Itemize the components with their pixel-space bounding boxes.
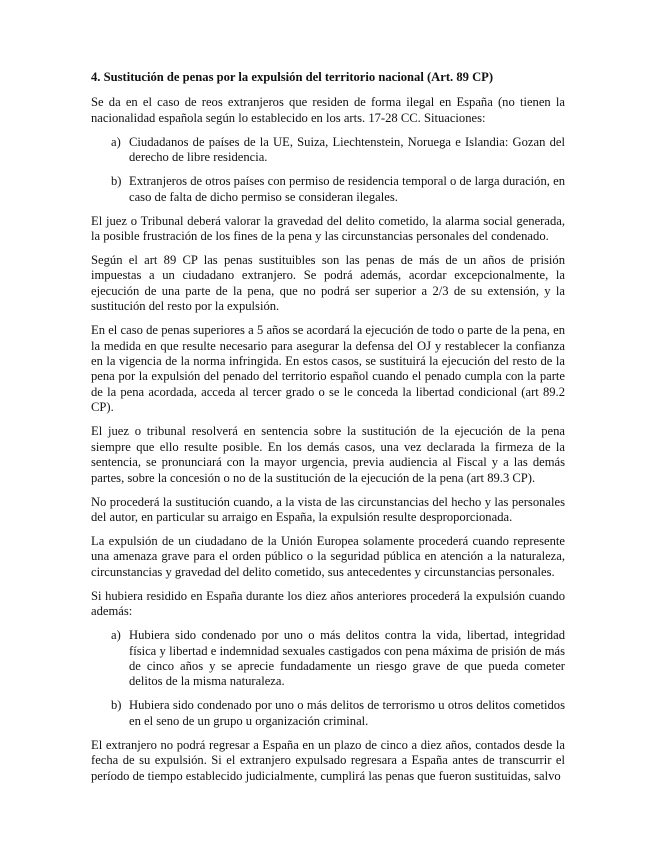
paragraph-valoracion: El juez o Tribunal deberá valorar la gravedad del delito cometido, la alarma social generada, la posible frustración de los fines de la pena y las circunstancias personales del condenado. [91, 213, 565, 244]
list-item-text: Extranjeros de otros países con permiso de residencia temporal o de larga duración, en caso de falta de dicho permiso se consideran ilegales. [129, 174, 565, 204]
paragraph-intro: Se da en el caso de reos extranjeros que residen de forma ilegal en España (no tienen la nacionalidad española según lo establecido en los arts. 17-28 CC. Situaciones: [91, 95, 565, 125]
list-item-text: Hubiera sido condenado por uno o más delitos de terrorismo u otros delitos cometidos en el seno de un grupo u organización criminal. [129, 698, 565, 728]
paragraph-regreso: El extranjero no podrá regresar a España en un plazo de cinco a diez años, contados desde la fecha de su expulsión. Si el extranjero expulsado regresara a España antes de transcurrir el período de tiempo establecido judicialmente, cumplirá las penas que fueron sustituidas, salvo [91, 737, 565, 783]
list-item [91, 174, 565, 205]
document-page [91, 70, 565, 793]
paragraph-penas-superiores: En el caso de penas superiores a 5 años se acordará la ejecución de todo o parte de la pena, en la medida en que resulte necesario para asegurar la defensa del OJ y restablecer la confianza en la vigencia de la norma infringida. En estos casos, se sustituirá la ejecución del resto de la pena por la expulsión del penado del territorio español cuando el penado cumpla con la parte de la pena acordada, acceda al tercer grado o se le conceda la libertad condicional (art 89.2 CP). [91, 323, 565, 415]
paragraph-union-europea: La expulsión de un ciudadano de la Unión Europea solamente procederá cuando represente una amenaza grave para el orden público o la seguridad pública en atención a la naturaleza, circunstancias y gravedad del delito cometido, sus antecedentes y circunstancias personales. [91, 533, 565, 579]
list-marker: a) [111, 628, 121, 643]
list-item-text: Hubiera sido condenado por uno o más delitos contra la vida, libertad, integridad física y libertad e indemnidad sexuales castigados con pena máxima de prisión de más de cinco años y se aprecie fundadamente un riesgo grave de que pueda cometer delitos de la misma naturaleza. [129, 628, 565, 689]
paragraph-no-procedera: No procederá la sustitución cuando, a la vista de las circunstancias del hecho y las personales del autor, en particular su arraigo en España, la expulsión resulte desproporcionada. [91, 494, 565, 524]
paragraph-penas-sustituibles: Según el art 89 CP las penas sustituibles son las penas de más de un años de prisión impuestas a un ciudadano extranjero. Se podrá además, acordar excepcionalmente, la ejecución de una parte de la pena, que no podrá ser superior a 2/3 de su extensión, y la sustitución del resto por la expulsión. [91, 253, 565, 314]
list-item-text: Ciudadanos de países de la UE, Suiza, Liechtenstein, Noruega e Islandia: Gozan del derecho de libre residencia. [129, 134, 565, 165]
paragraph-diez-anos: Si hubiera residido en España durante los diez años anteriores procederá la expulsión cuando además: [91, 588, 565, 619]
paragraph-sentencia: El juez o tribunal resolverá en sentencia sobre la sustitución de la ejecución de la pena siempre que ello resulte posible. En los demás casos, una vez declarada la firmeza de la sentencia, se pronunciará con la mayor urgencia, previa audiencia al Fiscal y a las demás partes, sobre la concesión o no de la sustitución de la ejecución de la pena (art 89.3 CP). [91, 424, 565, 485]
list-marker: b) [111, 698, 122, 713]
conditions-list [91, 628, 565, 729]
list-item [91, 698, 565, 729]
list-item [91, 628, 565, 690]
situations-list [91, 135, 565, 205]
list-marker: a) [111, 134, 121, 149]
section-heading: 4. Sustitución de penas por la expulsión del territorio nacional (Art. 89 CP) [91, 70, 494, 84]
list-marker: b) [111, 174, 122, 189]
list-item [91, 135, 565, 166]
